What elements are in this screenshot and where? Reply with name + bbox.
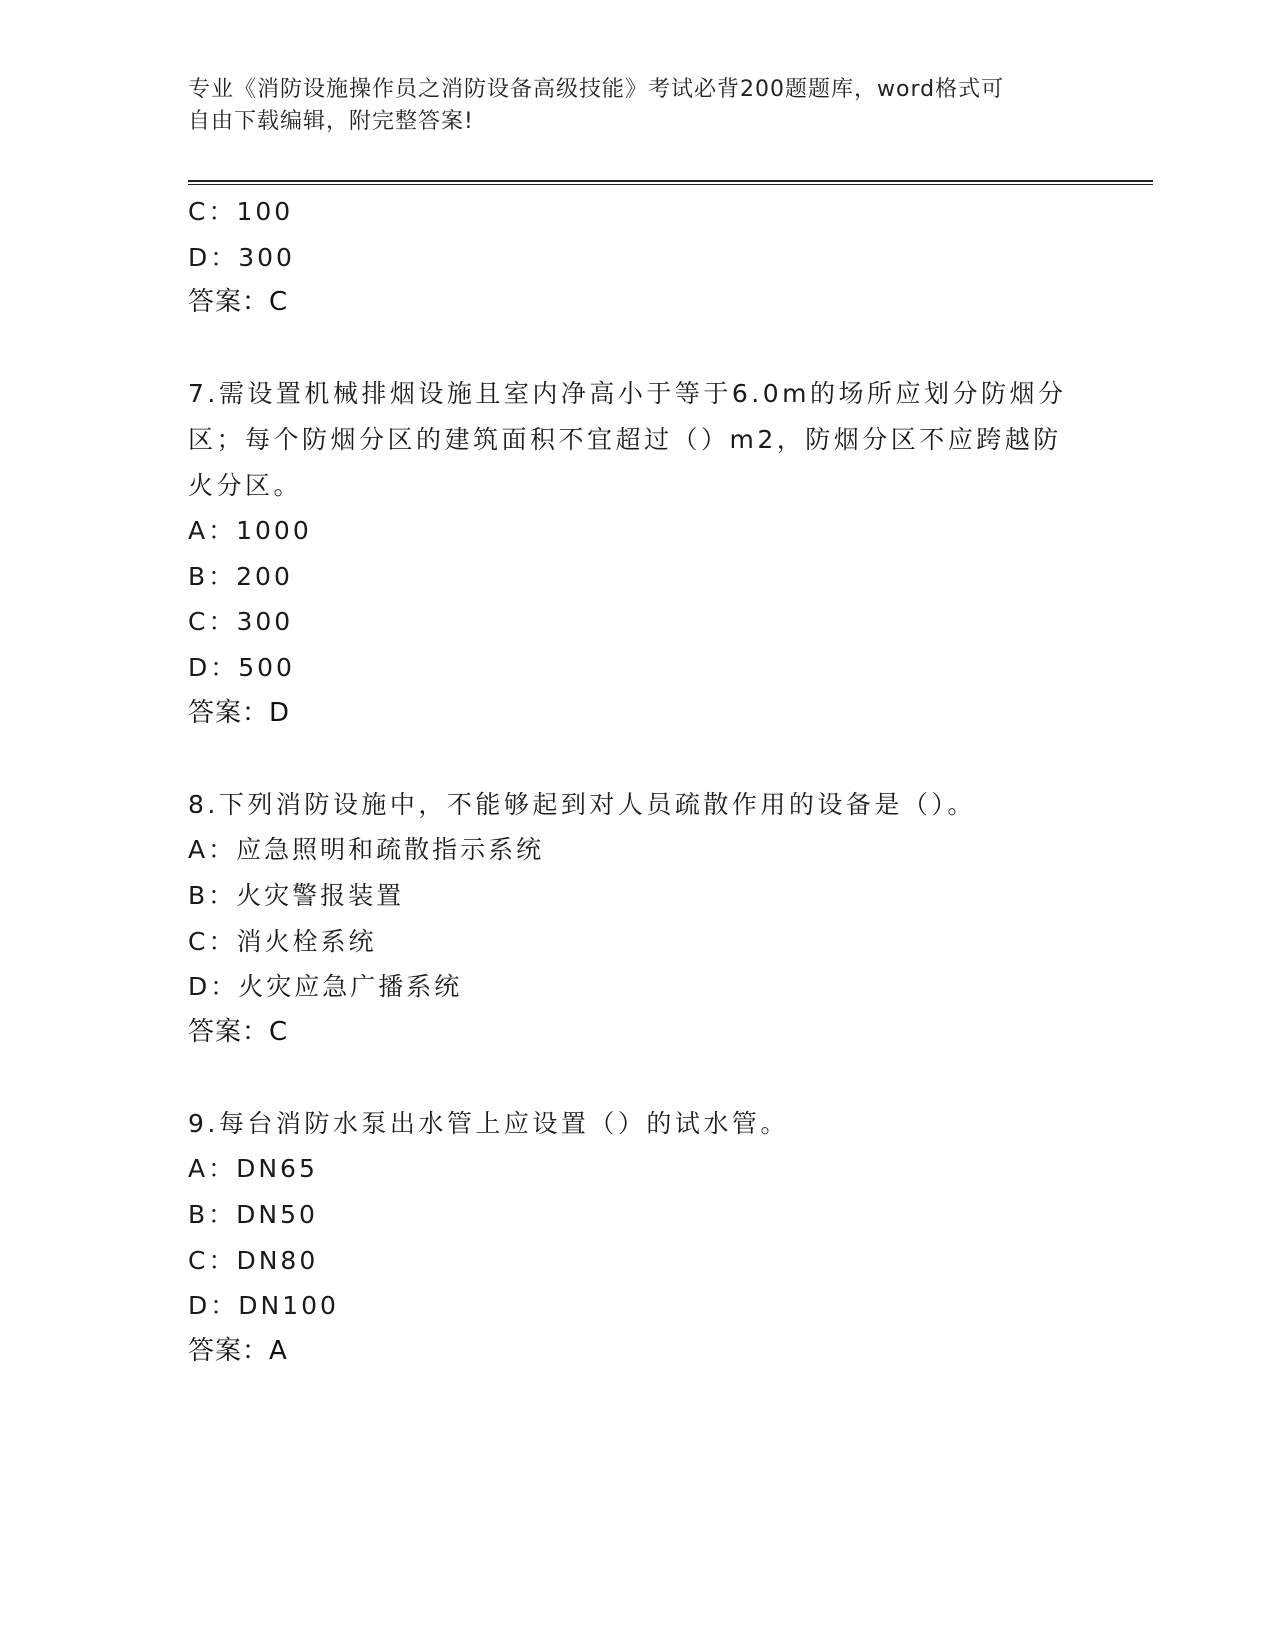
option-a: A：DN65	[188, 1154, 318, 1184]
question-stem-line: 区；每个防烟分区的建筑面积不宜超过（）m2，防烟分区不应跨越防	[188, 424, 1062, 454]
header-rule-thick	[188, 180, 1153, 182]
header-line-2: 自由下载编辑，附完整答案!	[188, 109, 474, 134]
answer-line: 答案：A	[188, 1335, 288, 1366]
option-a: A：1000	[188, 516, 312, 546]
option-c: C：300	[188, 607, 294, 637]
question-content	[188, 189, 1068, 1374]
answer-line: 答案：D	[188, 697, 291, 728]
option-c: C：消火栓系统	[188, 926, 377, 956]
header-line-1: 专业《消防设施操作员之消防设备高级技能》考试必背200题题库，word格式可	[188, 77, 1005, 102]
option-b: B：DN50	[188, 1200, 318, 1230]
header-rule-thin	[188, 184, 1153, 185]
question-stem-line: 火分区。	[188, 470, 303, 500]
option-c: C：100	[188, 197, 294, 226]
prev-question-tail	[188, 189, 1068, 326]
question-9	[188, 1101, 1068, 1375]
question-stem-line: 9.每台消防水泵出水管上应设置（）的试水管。	[188, 1108, 789, 1138]
spacer	[188, 736, 1068, 782]
spacer	[188, 1055, 1068, 1101]
question-8	[188, 782, 1068, 1056]
question-7	[188, 371, 1068, 736]
option-b: B：200	[188, 561, 293, 591]
option-c: C：DN80	[188, 1245, 319, 1275]
option-a: A：应急照明和疏散指示系统	[188, 835, 545, 865]
answer-line: 答案：C	[188, 287, 289, 318]
option-d: D：DN100	[188, 1291, 339, 1321]
option-b: B：火灾警报装置	[188, 880, 405, 910]
option-d: D：500	[188, 652, 295, 682]
option-d: D：300	[188, 242, 295, 272]
page-header	[188, 74, 1068, 138]
question-stem-line: 7.需设置机械排烟设施且室内净高小于等于6.0m的场所应划分防烟分	[188, 379, 1067, 409]
question-stem-line: 8.下列消防设施中，不能够起到对人员疏散作用的设备是（）。	[188, 789, 976, 819]
spacer	[188, 326, 1068, 372]
option-d: D：火灾应急广播系统	[188, 972, 463, 1002]
answer-line: 答案：C	[188, 1016, 289, 1047]
